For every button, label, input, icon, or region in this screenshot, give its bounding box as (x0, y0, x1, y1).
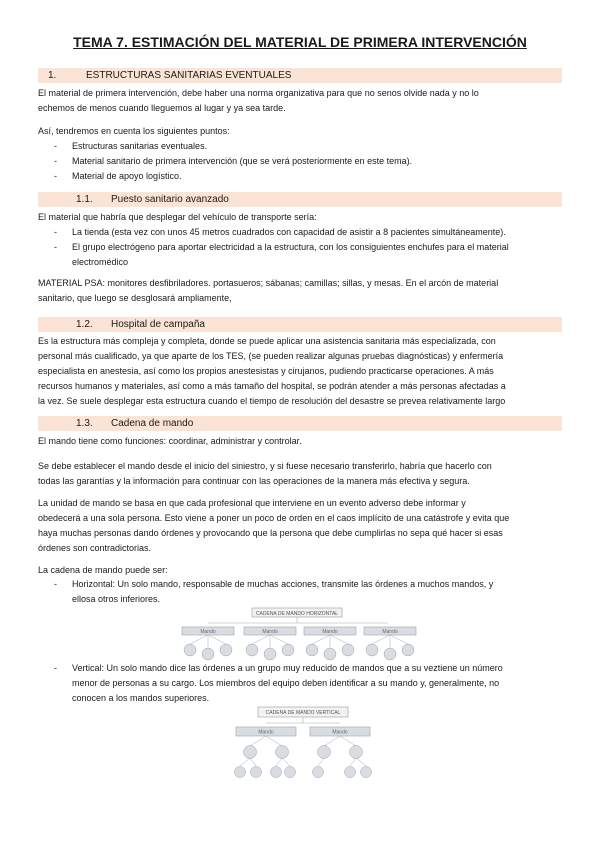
list-item-text (72, 661, 562, 706)
text-line: haya muchas personas dando órdenes y provocando que la persona que debe cumplirlas no sepa qué hacer si esas (38, 528, 503, 538)
text-line: obedecerá a una sola persona. Esto viene a poner un poco de orden en el caos implícito de una catástrofe y evita que (38, 513, 510, 523)
section-number: 1. (48, 70, 57, 81)
text-line: El material de primera intervención, debe haber una norma organizativa para que no senos olvide nada y no lo (38, 88, 479, 98)
list-dash: - (54, 579, 57, 589)
paragraph-functions: El mando tiene como funciones: coordinar, administrar y controlar. (38, 436, 302, 446)
diagram-title: CADENA DE MANDO HORIZONTAL (255, 611, 339, 617)
section-heading-1-2 (38, 317, 562, 332)
text-line: menor de personas a su cargo. Los miembros del equipo deben identificar a su mando y, generalmente, no (72, 678, 500, 688)
paragraph-psa: El material que habría que desplegar del vehículo de transporte sería: (38, 212, 317, 222)
mando-label: Mando (332, 729, 348, 736)
list-dash: - (54, 242, 57, 252)
section-heading-1-1 (38, 192, 562, 207)
text-line: El grupo electrógeno para aportar electricidad a la estructura, con los consiguientes enchufes para el material (72, 242, 509, 252)
list-item-text (72, 240, 562, 270)
paragraph-chain: La cadena de mando puede ser: (38, 565, 168, 575)
text-line: Horizontal: Un solo mando, responsable de muchas acciones, transmite las órdenes a muchos mandos, y (72, 579, 494, 589)
page-title: TEMA 7. ESTIMACIÓN DEL MATERIAL DE PRIMERA INTERVENCIÓN (73, 34, 527, 50)
mando-label: Mando (258, 729, 274, 736)
text-line: Es la estructura más compleja y completa, donde se puede aplicar una asistencia sanitaria más especializada, con (38, 336, 496, 346)
text-line: conocen a los mandos superiores. (72, 693, 210, 703)
paragraph-unit (38, 496, 562, 556)
list-item-text: Estructuras sanitarias eventuales. (72, 141, 208, 151)
text-line: personal más cualificado, ya que aparte de los TES, (se pueden realizar algunas pruebas diagnósticas) y enfermería (38, 351, 504, 361)
section-number: 1.1. (76, 194, 93, 205)
section-number: 1.3. (76, 418, 93, 429)
list-dash: - (54, 141, 57, 151)
text-line: Se debe establecer el mando desde el inicio del siniestro, y si fuese necesario transferirlo, habría que hacerlo con (38, 461, 492, 471)
section-title: Hospital de campaña (111, 319, 205, 330)
text-line: todas las garantías y la información para continuar con las operaciones de la manera más efectiva y segura. (38, 476, 470, 486)
paragraph-points: Así, tendremos en cuenta los siguientes puntos: (38, 126, 230, 136)
text-line: especialista en anestesia, así como los propios anestesistas y cirujanos, pudiendo practicarse operaciones. A más (38, 366, 494, 376)
paragraph-material-psa (38, 276, 562, 306)
section-heading-1-3 (38, 416, 562, 431)
section-title: ESTRUCTURAS SANITARIAS EVENTUALES (86, 70, 292, 81)
text-line: Vertical: Un solo mando dice las órdenes a un grupo muy reducido de mandos que a su veztiene un número (72, 663, 503, 673)
list-item-text: Material sanitario de primera intervención (que se verá posteriormente en este tema). (72, 156, 413, 166)
list-item-text: Material de apoyo logístico. (72, 171, 182, 181)
paragraph-intro (38, 86, 562, 116)
mando-label: Mando (322, 629, 338, 635)
list-dash: - (54, 171, 57, 181)
section-heading-1 (38, 68, 562, 83)
text-line: La unidad de mando se basa en que cada profesional que interviene en un evento adverso debe informar y (38, 498, 466, 508)
text-line: órdenes son contradictorias. (38, 543, 152, 553)
text-line: recursos humanos y materiales, así como a más tamaño del hospital, se podrán atender a más personas afectadas a (38, 381, 506, 391)
text-line: echemos de menos cuando lleguemos al lugar y ya sea tarde. (38, 103, 286, 113)
list-dash: - (54, 156, 57, 166)
text-line: electromédico (72, 257, 129, 267)
horizontal-chain-diagram (178, 607, 418, 667)
mando-label: Mando (382, 629, 398, 635)
text-line: ellosa otros inferiores. (72, 594, 161, 604)
section-title: Puesto sanitario avanzado (111, 194, 229, 205)
section-title: Cadena de mando (111, 418, 194, 429)
paragraph-establish (38, 459, 562, 489)
list-dash: - (54, 663, 57, 673)
list-item-text (72, 577, 562, 607)
paragraph-hospital (38, 334, 562, 409)
vertical-chain-diagram (228, 706, 378, 782)
text-line: MATERIAL PSA: monitores desfibriladores. portasueros; sábanas; camillas; sillas, y mesas. En el arcón de material (38, 278, 499, 288)
section-number: 1.2. (76, 319, 93, 330)
diagram-title: CADENA DE MANDO VERTICAL (265, 710, 341, 716)
mando-label: Mando (200, 629, 216, 635)
text-line: sanitario, que luego se desglosará ampliamente, (38, 293, 232, 303)
text-line: la vez. Se suele desplegar esta estructura cuando el tiempo de resolución del desastre se prevea relativamente largo (38, 396, 506, 406)
list-item-text: La tienda (esta vez con unos 45 metros cuadrados con capacidad de asistir a 8 pacientes simultáneamente). (72, 227, 506, 237)
mando-label: Mando (262, 629, 278, 635)
list-dash: - (54, 227, 57, 237)
